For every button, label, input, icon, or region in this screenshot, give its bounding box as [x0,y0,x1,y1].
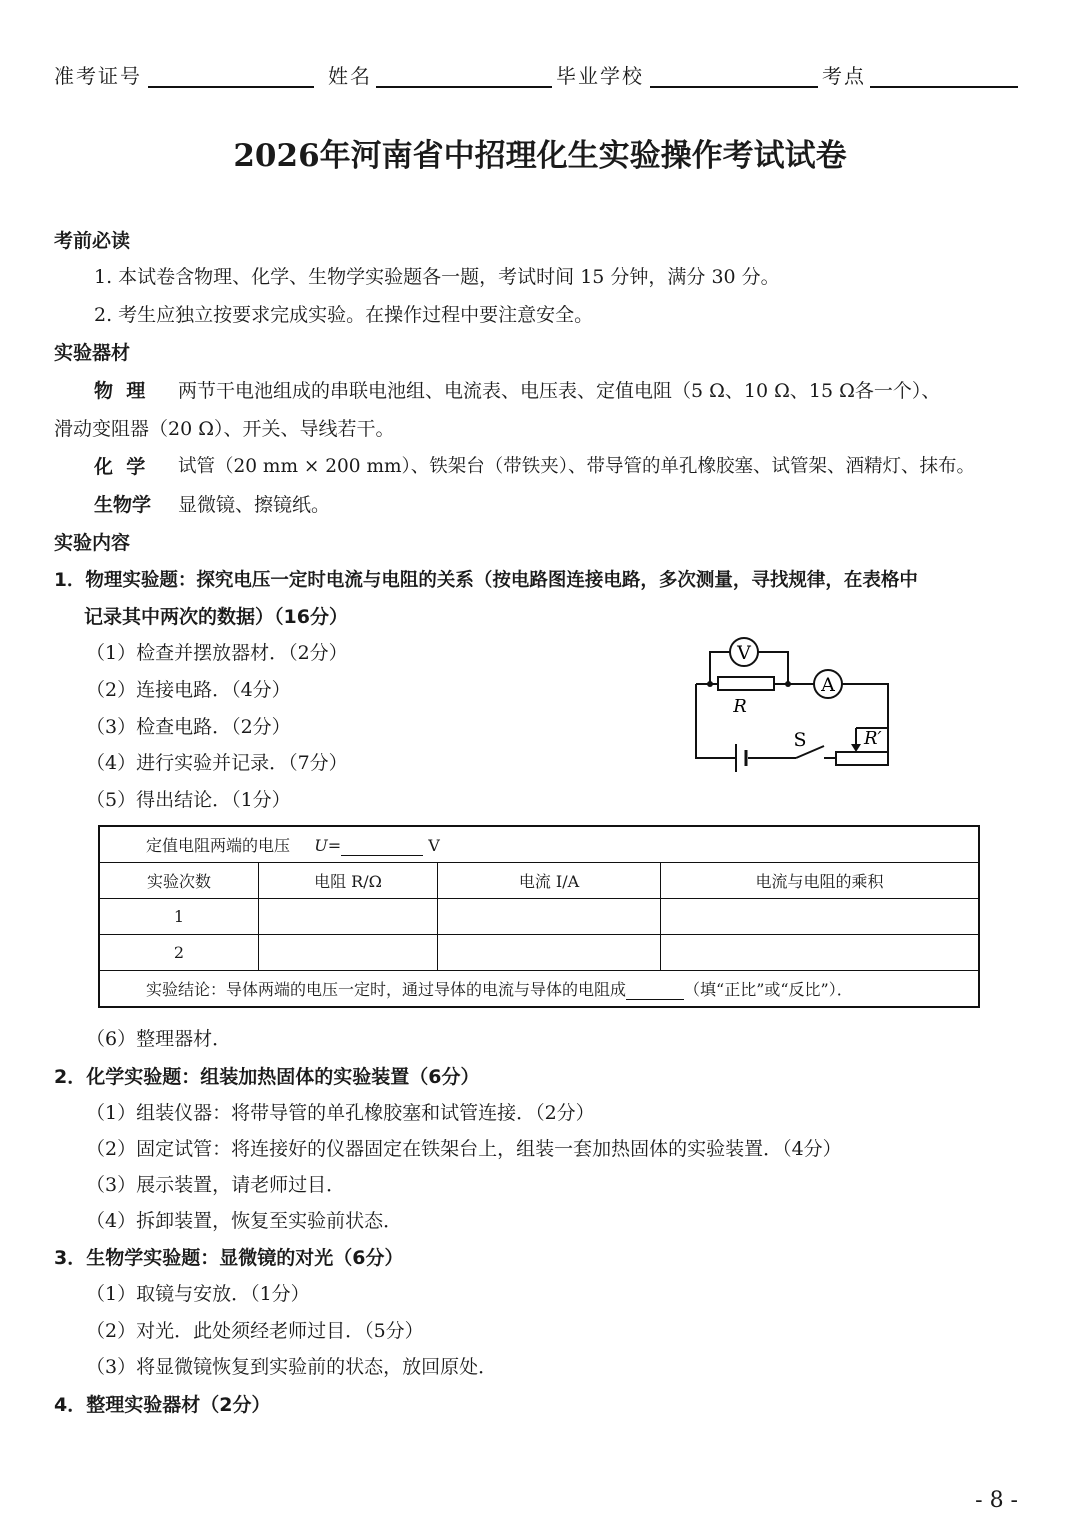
exam-site-label: 考点 [822,64,866,88]
equipment-heading: 实验器材 [54,342,131,364]
header-resistance: 电阻 R/Ω [259,863,438,899]
page-title: 2026年河南省中招理化生实验操作考试试卷 [233,138,847,174]
q2-step-4: （4）拆卸装置，恢复至实验前状态． [86,1210,403,1232]
resistor-label: R [733,696,747,717]
voltmeter-label: V [737,642,751,664]
q2-title: 2．化学实验题：组装加热固体的实验装置（6分） [54,1066,480,1088]
school-label: 毕业学校 [556,64,644,88]
voltage-var: U= [314,836,342,855]
switch-label: S [793,729,807,751]
chemistry-equipment: 试管（20 mm × 200 mm）、铁架台（带铁夹）、带导管的单孔橡胶塞、试管架、酒精灯、抹布。 [178,456,976,477]
conclusion-hint: （填“正比”或“反比”）． [684,980,853,999]
conclusion-row [99,971,979,1008]
resistance-cell[interactable] [259,899,438,935]
biology-equipment: 显微镜、擦镜纸。 [178,494,331,516]
current-cell[interactable] [438,935,661,971]
trial-number: 1 [99,899,259,935]
q2-step-1: （1）组装仪器：将带导管的单孔橡胶塞和试管连接．（2分） [86,1102,595,1124]
notice-item-1: 1. 本试卷含物理、化学、生物学实验题各一题，考试时间 15 分钟，满分 30 分。 [94,266,780,288]
q4-title: 4．整理实验器材（2分） [54,1394,271,1416]
voltage-input[interactable] [341,841,423,856]
physics-equipment: 两节干电池组成的串联电池组、电流表、电压表、定值电阻（5 Ω、10 Ω、15 Ω各一个）、 [178,380,941,402]
q3-step-2: （2）对光．此处须经老师过目．（5分） [86,1320,424,1342]
record-table [98,825,980,1008]
q2-step-3: （3）展示装置，请老师过目． [86,1174,346,1196]
q1-title-cont: 记录其中两次的数据）（16分） [84,606,348,628]
voltage-unit: V [428,836,440,855]
page-number: - 8 - [975,1488,1018,1513]
q3-step-3: （3）将显微镜恢复到实验前的状态，放回原处． [86,1356,498,1378]
physics-equipment-cont: 滑动变阻器（20 Ω）、开关、导线若干。 [54,418,395,440]
current-cell[interactable] [438,899,661,935]
header-trial: 实验次数 [99,863,259,899]
header-product: 电流与电阻的乘积 [661,863,980,899]
q1-step-2: （2）连接电路．（4分） [86,679,291,701]
physics-label: 物 理 [94,380,146,402]
q2-step-2: （2）固定试管：将连接好的仪器固定在铁架台上，组装一套加热固体的实验装置．（4分） [86,1138,842,1160]
name-field[interactable] [376,86,552,88]
exam-site-field[interactable] [870,86,1018,88]
biology-label: 生物学 [94,494,152,516]
exam-number-label: 准考证号 [54,64,142,88]
notice-item-2: 2. 考生应独立按要求完成实验。在操作过程中要注意安全。 [94,304,594,326]
content-heading: 实验内容 [54,532,131,554]
trial-number: 2 [99,935,259,971]
rheostat-label: R′ [864,728,882,749]
circuit-diagram [690,632,900,772]
q1-step-3: （3）检查电路．（2分） [86,716,291,738]
voltage-row [99,826,979,863]
q1-step-6: （6）整理器材． [86,1028,232,1050]
notice-heading: 考前必读 [54,230,131,252]
chemistry-label: 化 学 [94,456,146,478]
q1-step-4: （4）进行实验并记录．（7分） [86,752,348,774]
header-current: 电流 I/A [438,863,661,899]
q3-title: 3．生物学实验题：显微镜的对光（6分） [54,1247,404,1269]
q1-title: 1．物理实验题：探究电压一定时电流与电阻的关系（按电路图连接电路，多次测量，寻找规律，在表格中 [54,570,918,591]
product-cell[interactable] [661,935,980,971]
school-field[interactable] [650,86,818,88]
q3-step-1: （1）取镜与安放．（1分） [86,1283,310,1305]
product-cell[interactable] [661,899,980,935]
conclusion-input[interactable] [626,985,684,1000]
voltage-label: 定值电阻两端的电压 [146,836,291,855]
q1-step-1: （1）检查并摆放器材．（2分） [86,642,348,664]
conclusion-text: 实验结论：导体两端的电压一定时，通过导体的电流与导体的电阻成 [146,980,627,999]
ammeter-label: A [821,674,835,696]
exam-number-field[interactable] [148,86,314,88]
q1-step-5: （5）得出结论．（1分） [86,789,291,811]
resistance-cell[interactable] [259,935,438,971]
name-label: 姓名 [328,64,372,88]
